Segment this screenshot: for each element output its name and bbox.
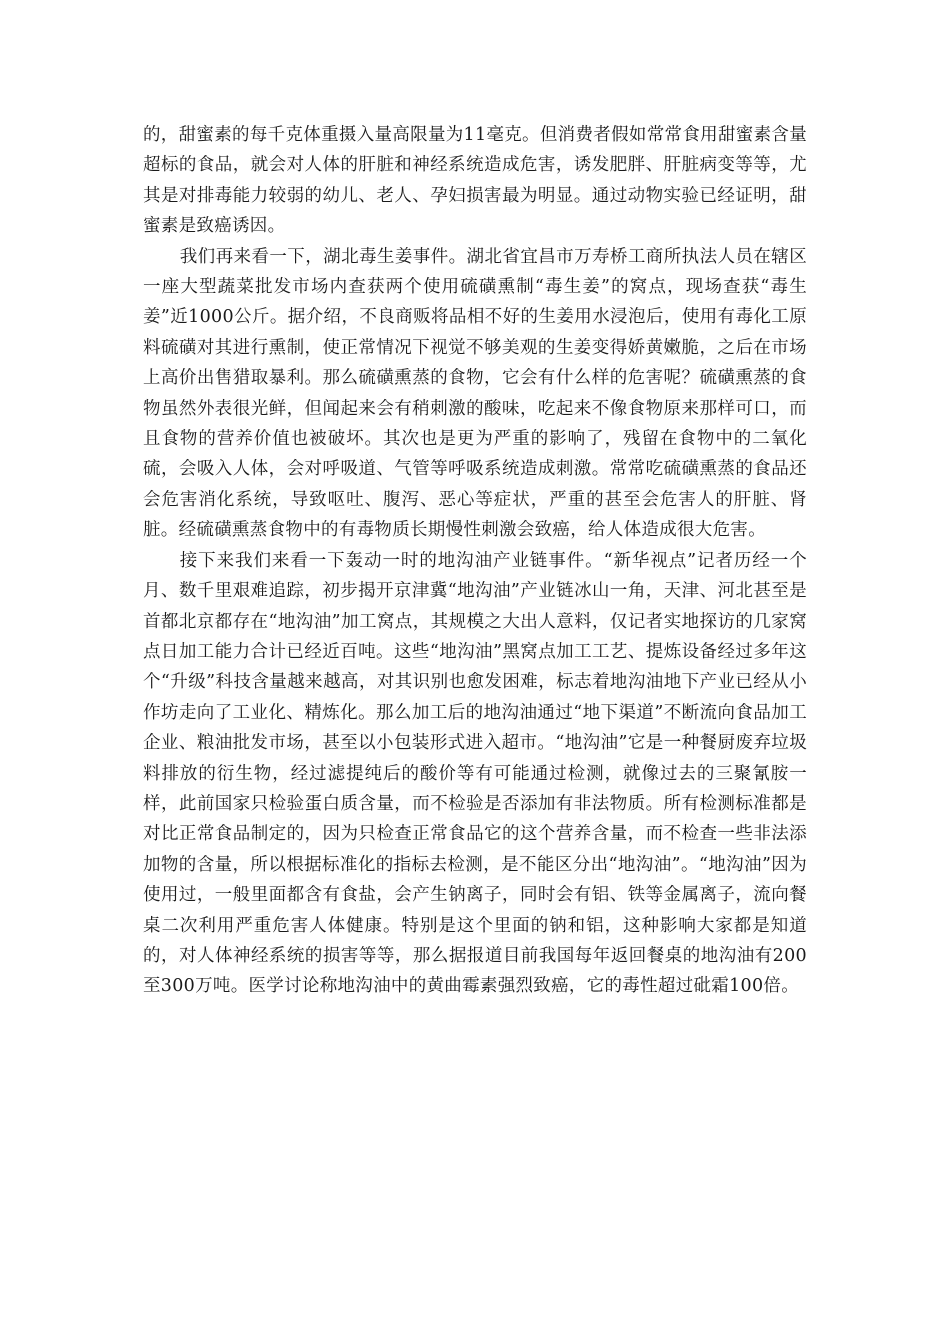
paragraph-gutter-oil: 接下来我们来看一下轰动一时的地沟油产业链事件。“新华视点”记者历经一个月、数千里艰难追踪，初步揭开京津冀“地沟油”产业链冰山一角，天津、河北甚至是首都北京都存在“地沟油”加工窝点，其规模之大出人意料，仅记者实地探访的几家窝点日加工能力合计已经近百吨。这些“地沟油”黑窝点加工工艺、提炼设备经过多年这个“升级”科技含量越来越高，对其识别也愈发困难，标志着地沟油地下产业已经从小作坊走向了工业化、精炼化。那么加工后的地沟油通过“地下渠道”不断流向食品加工企业、粮油批发市场，甚至以小包装形式进入超市。“地沟油”它是一种餐厨废弃垃圾料排放的衍生物，经过滤提纯后的酸价等有可能通过检测，就像过去的三聚氰胺一样，此前国家只检验蛋白质含量，而不检验是否添加有非法物质。所有检测标准都是对比正常食品制定的，因为只检查正常食品它的这个营养含量，而不检查一些非法添加物的含量，所以根据标准化的指标去检测，是不能区分出“地沟油”。“地沟油”因为使用过，一般里面都含有食盐，会产生钠离子，同时会有铝、铁等金属离子，流向餐桌二次利用严重危害人体健康。特别是这个里面的钠和铝，这种影响大家都是知道的，对人体神经系统的损害等等，那么据报道目前我国每年返回餐桌的地沟油有200至300万吨。医学讨论称地沟油中的黄曲霉素强烈致癌，它的毒性超过砒霜100倍。 [143,550,807,997]
paragraph-toxic-ginger: 我们再来看一下，湖北毒生姜事件。湖北省宜昌市万寿桥工商所执法人员在辖区一座大型蔬菜批发市场内查获两个使用硫磺熏制“毒生姜”的窝点，现场查获“毒生姜”近1000公斤。据介绍，不良商贩将品相不好的生姜用水浸泡后，使用有毒化工原料硫磺对其进行熏制，使正常情况下视觉不够美观的生姜变得娇黄嫩脆，之后在市场上高价出售猎取暴利。那么硫磺熏蒸的食物，它会有什么样的危害呢？硫磺熏蒸的食物虽然外表很光鲜，但闻起来会有稍刺激的酸味，吃起来不像食物原来那样可口，而且食物的营养价值也被破坏。其次也是更为严重的影响了，残留在食物中的二氧化硫，会吸入人体，会对呼吸道、气管等呼吸系统造成刺激。常常吃硫磺熏蒸的食品还会危害消化系统，导致呕吐、腹泻、恶心等症状，严重的甚至会危害人的肝脏、肾脏。经硫磺熏蒸食物中的有毒物质长期慢性刺激会致癌，给人体造成很大危害。 [143,246,807,541]
document-body [143,120,807,1002]
paragraph-sweetener-continuation: 的，甜蜜素的每千克体重摄入量高限量为11毫克。但消费者假如常常食用甜蜜素含量超标的食品，就会对人体的肝脏和神经系统造成危害，诱发肥胖、肝脏病变等等，尤其是对排毒能力较弱的幼儿、老人、孕妇损害最为明显。通过动物实验已经证明，甜蜜素是致癌诱因。 [143,125,807,237]
